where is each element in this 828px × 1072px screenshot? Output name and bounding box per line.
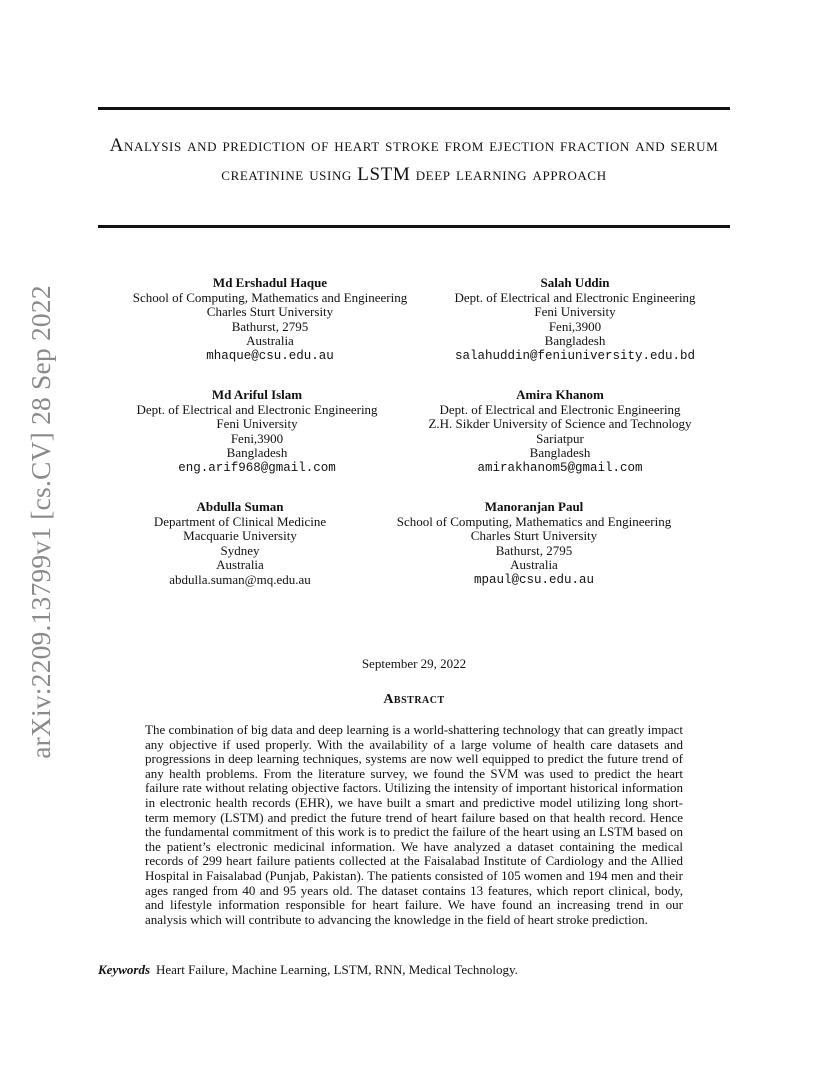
author-email[interactable]: amirakhanom5@gmail.com bbox=[477, 460, 643, 475]
author-email[interactable]: eng.arif968@gmail.com bbox=[178, 460, 336, 475]
author-name: Abdulla Suman bbox=[196, 499, 284, 514]
author-affiliation: School of Computing, Mathematics and Engineering bbox=[396, 513, 672, 529]
author-block bbox=[428, 388, 691, 476]
author-block bbox=[136, 388, 377, 476]
author-country: Bangladesh bbox=[529, 445, 591, 461]
author-block bbox=[397, 500, 671, 588]
paper-title: Analysis and prediction of heart stroke from ejection fraction and serum creatinine using LSTM deep learning approach bbox=[109, 135, 719, 185]
abstract-heading: Abstract bbox=[383, 692, 445, 707]
keywords-label: Keywords bbox=[98, 962, 150, 977]
title-rule-bottom bbox=[98, 225, 730, 228]
paper-date: September 29, 2022 bbox=[361, 656, 467, 671]
author-name: Md Ariful Islam bbox=[211, 387, 303, 402]
author-block bbox=[133, 276, 407, 364]
author-country: Australia bbox=[216, 557, 264, 573]
author-institution: Charles Sturt University bbox=[470, 528, 598, 544]
author-institution: Z.H. Sikder University of Science and Technology bbox=[428, 416, 692, 432]
author-institution: Macquarie University bbox=[183, 528, 297, 544]
abstract-body: The combination of big data and deep learning is a world-shattering technology that can greatly impact any objective if used properly. With the availability of a large volume of health care datasets and progressions in deep learning techniques, systems are now well equipped to predict the future trend of any health problems. From the literature survey, we found the SVM was used to predict the heart failure rate without relating objective factors. Utilizing the intensity of important historical information in electronic health records (EHR), we have built a smart and predictive model utilizing long short-term memory (LSTM) and predict the future trend of heart failure based on that health record. Hence the fundamental commitment of this work is to predict the failure of the heart using an LSTM based on the patient’s electronic medicinal information. We have analyzed a dataset containing the medical records of 299 heart failure patients collected at the Faisalabad Institute of Cardiology and the Allied Hospital in Faisalabad (Punjab, Pakistan). The patients consisted of 105 women and 194 men and their ages ranged from 40 and 95 years old. The dataset contains 13 features, which report clinical, body, and lifestyle information responsible for heart failure. We have found an increasing trend in our analysis which will contribute to advancing the knowledge in the field of heart stroke prediction. bbox=[145, 722, 683, 927]
author-city: Sariatpur bbox=[536, 430, 584, 446]
author-country: Australia bbox=[510, 557, 558, 573]
author-city: Bathurst, 2795 bbox=[231, 318, 309, 334]
author-city: Bathurst, 2795 bbox=[495, 542, 573, 558]
author-name: Salah Uddin bbox=[540, 275, 610, 290]
author-city: Sydney bbox=[220, 542, 260, 558]
keywords-line bbox=[98, 962, 518, 978]
author-affiliation: Dept. of Electrical and Electronic Engineering bbox=[454, 289, 696, 305]
author-name: Md Ershadul Haque bbox=[212, 275, 328, 290]
author-city: Feni,3900 bbox=[548, 318, 602, 334]
author-block bbox=[454, 276, 695, 364]
title-rule-top bbox=[98, 107, 730, 110]
author-institution: Feni University bbox=[216, 416, 298, 432]
keywords-list: Heart Failure, Machine Learning, LSTM, RNN, Medical Technology. bbox=[156, 962, 518, 977]
arxiv-stamp: arXiv:2209.13799v1 [cs.CV] 28 Sep 2022 bbox=[25, 285, 56, 759]
author-name: Manoranjan Paul bbox=[484, 499, 584, 514]
author-email[interactable]: abdulla.suman@mq.edu.au bbox=[169, 571, 311, 587]
author-city: Feni,3900 bbox=[230, 430, 284, 446]
author-name: Amira Khanom bbox=[516, 387, 604, 402]
author-institution: Feni University bbox=[534, 304, 616, 320]
author-affiliation: Dept. of Electrical and Electronic Engineering bbox=[439, 401, 681, 417]
author-affiliation: Department of Clinical Medicine bbox=[153, 513, 327, 529]
author-country: Bangladesh bbox=[544, 333, 606, 349]
author-institution: Charles Sturt University bbox=[206, 304, 334, 320]
author-block bbox=[154, 500, 326, 588]
author-country: Australia bbox=[246, 333, 294, 349]
author-email[interactable]: mhaque@csu.edu.au bbox=[206, 348, 334, 363]
author-email[interactable]: mpaul@csu.edu.au bbox=[473, 572, 595, 587]
author-email[interactable]: salahuddin@feniuniversity.edu.bd bbox=[454, 348, 696, 363]
author-affiliation: School of Computing, Mathematics and Engineering bbox=[132, 289, 408, 305]
author-affiliation: Dept. of Electrical and Electronic Engineering bbox=[136, 401, 378, 417]
author-country: Bangladesh bbox=[226, 445, 288, 461]
